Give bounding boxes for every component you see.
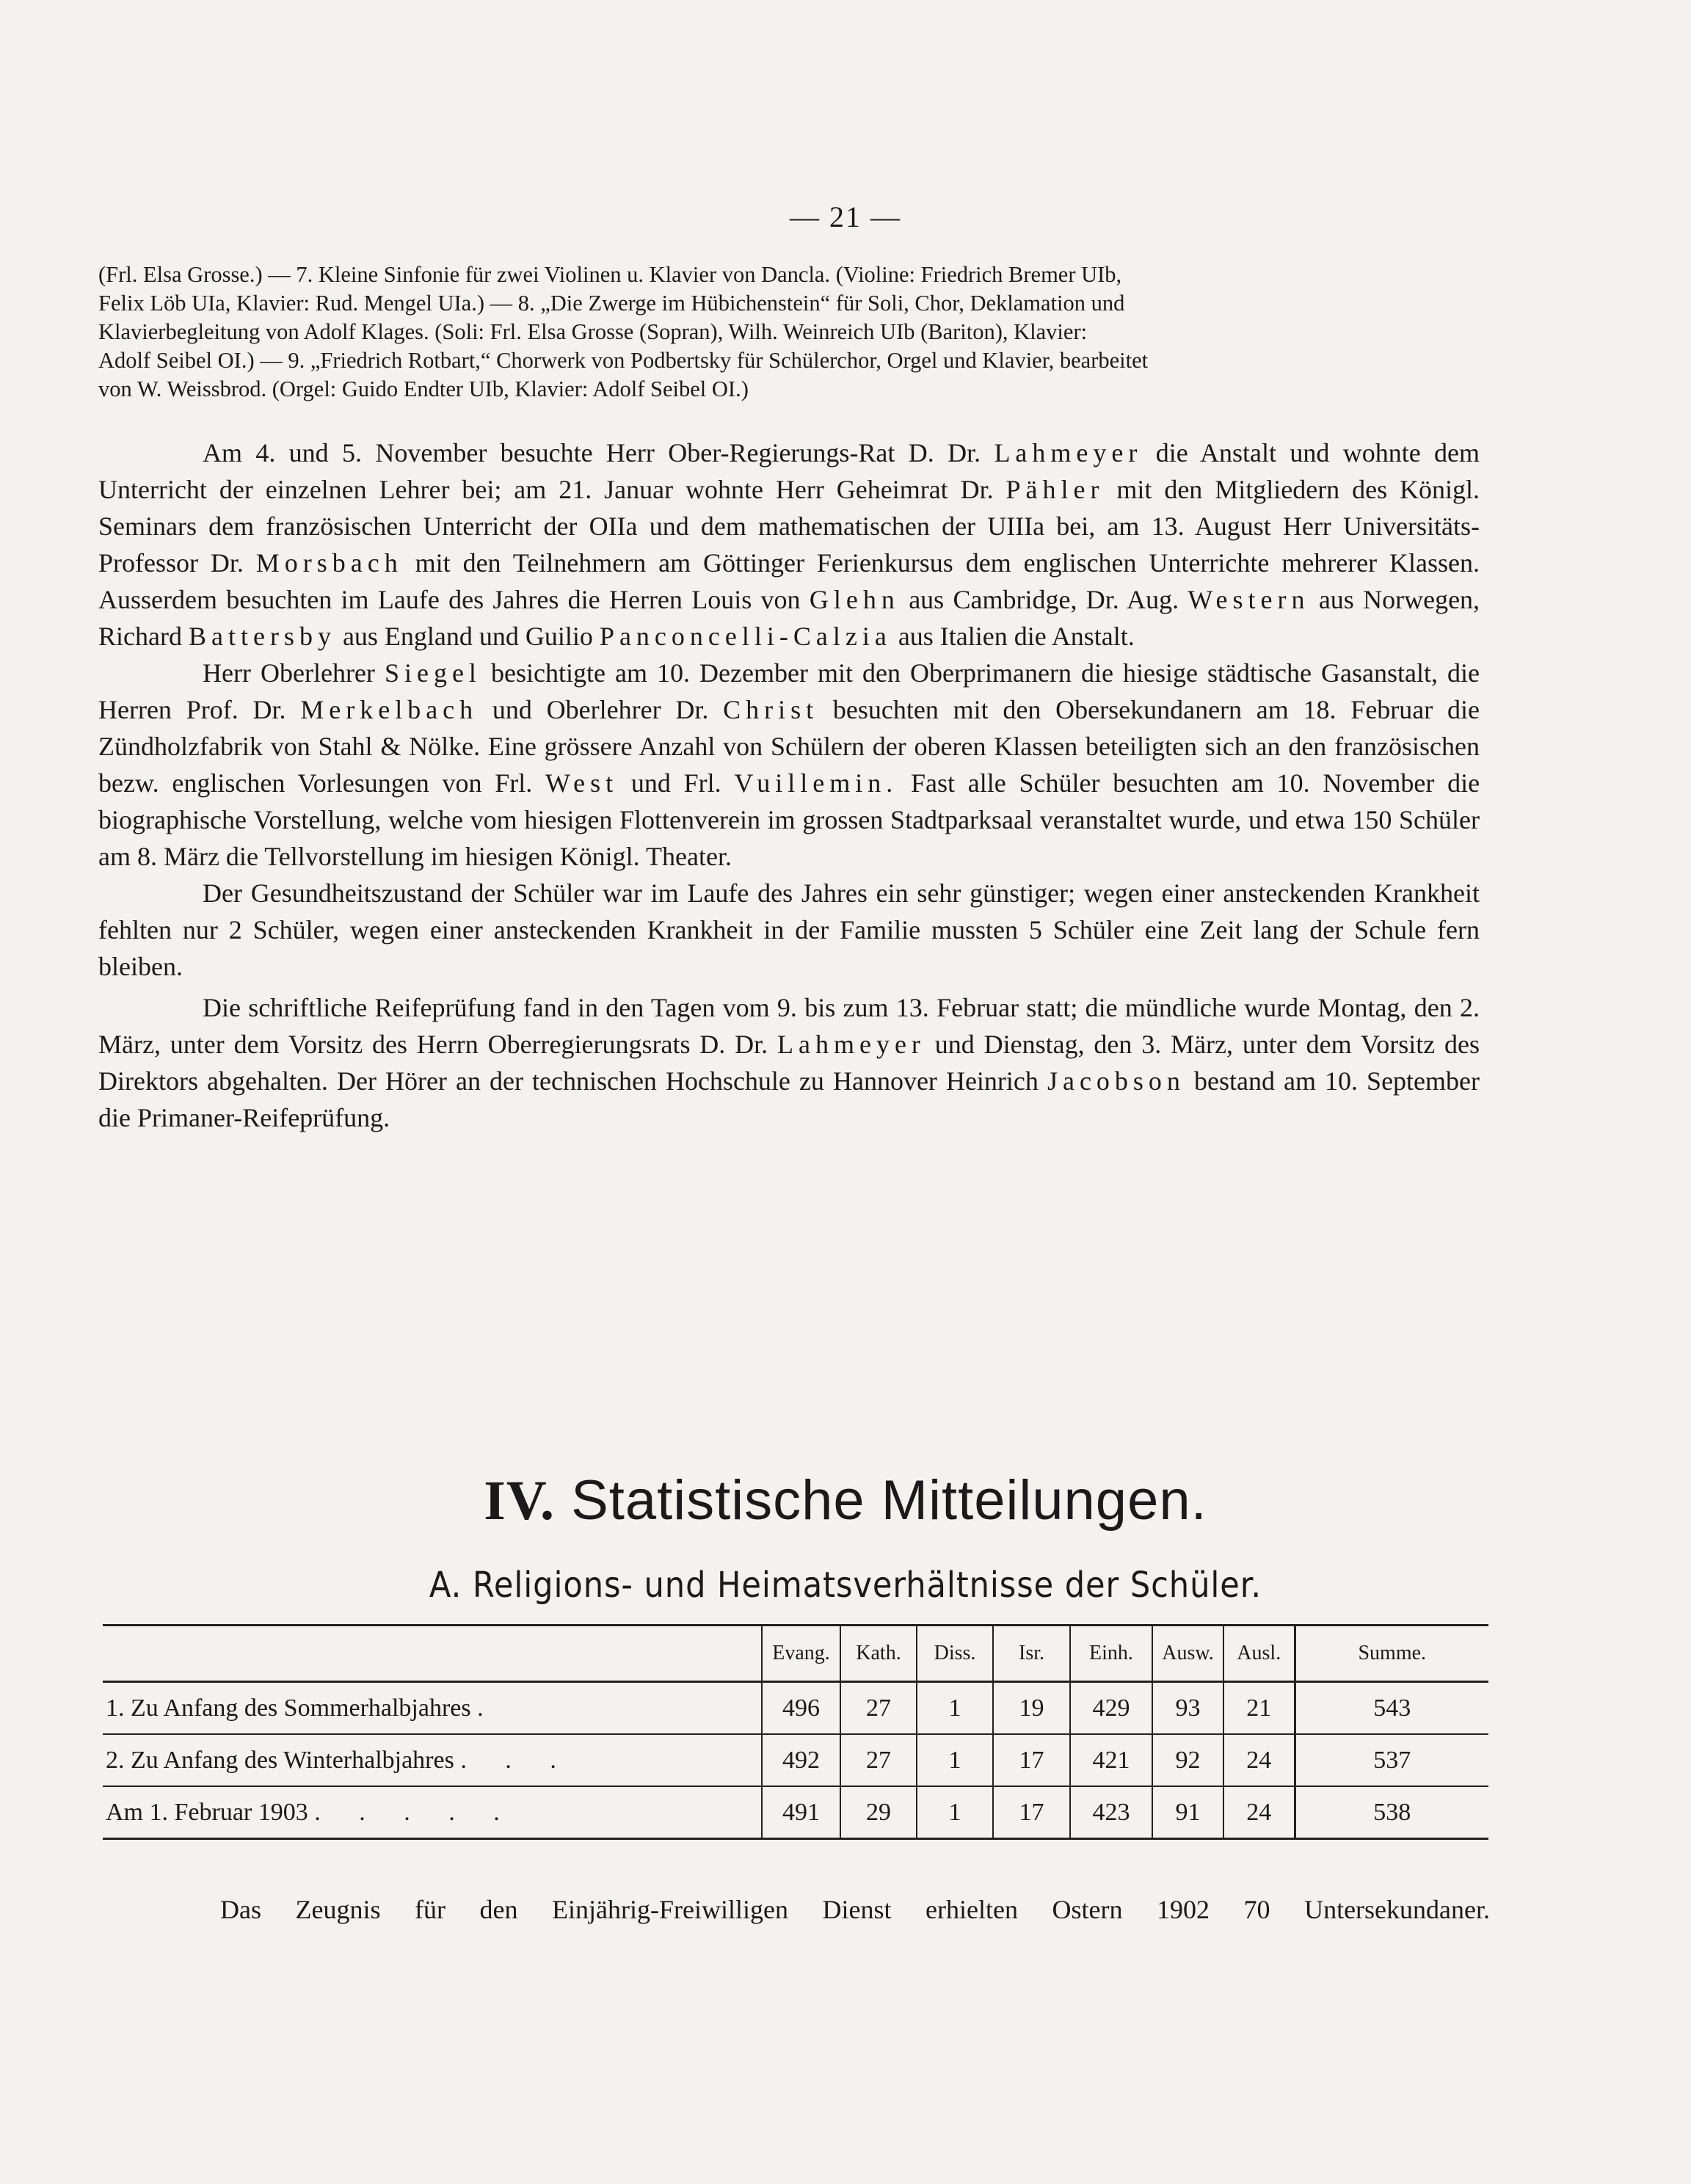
section-title-text: Statistische Mitteilungen.: [571, 1469, 1207, 1532]
spaced-name: Jacobson: [1047, 1066, 1185, 1096]
cell-ausw: 91: [1152, 1786, 1223, 1839]
header-diss: Diss.: [917, 1626, 993, 1682]
visits-paragraph: [98, 434, 1480, 655]
cell-summe: 543: [1295, 1682, 1488, 1735]
table-row: [103, 1734, 1488, 1786]
program-line: (Frl. Elsa Grosse.) — 7. Kleine Sinfonie für zwei Violinen u. Klavier von Dancla. (Violine: Friedrich Bremer UIb,: [98, 262, 1122, 287]
cell-ausw: 92: [1152, 1734, 1223, 1786]
header-ausl: Ausl.: [1223, 1626, 1295, 1682]
row-leader-dots: . . .: [460, 1746, 572, 1774]
excursions-paragraph: [98, 655, 1480, 875]
text-run: und Oberlehrer Dr.: [492, 695, 709, 724]
program-line: von W. Weissbrod. (Orgel: Guido Endter UIb, Klavier: Adolf Seibel OI.): [98, 376, 749, 401]
cell-kath: 27: [840, 1734, 917, 1786]
text-run: besichtigte am 10. Dezember mit den Oberprimanern die hiesige städtische Gasanstalt, die Herren Prof. Dr.: [98, 658, 1480, 724]
text-run: bestand am 10. September die Primaner-Reifeprüfung.: [98, 1066, 1480, 1132]
text-run: mit den Teilnehmern am Göttinger Ferienkursus dem englischen Unterrichte mehrerer Klassen. Ausserdem besuchten im Laufe des Jahres die Herren Louis von: [98, 548, 1480, 614]
cell-diss: 1: [917, 1786, 993, 1839]
cell-diss: 1: [917, 1682, 993, 1735]
text-run: Die schriftliche Reifeprüfung fand in den Tagen vom 9. bis zum 13. Februar statt; die mündliche wurde Montag, den 2. März, unter dem Vorsitz des Herrn Oberregierungsrats D. Dr.: [98, 993, 1480, 1059]
main-text: [98, 434, 1480, 1136]
table-row: [103, 1682, 1488, 1735]
text-run: besuchten mit den Obersekundanern am 18. Februar die Zündholzfabrik von Stahl & Nölke. Eine grössere Anzahl von Schülern der oberen Klassen beteiligten sich an den französischen bezw. englischen Vorlesungen von Frl.: [98, 695, 1480, 798]
cell-isr: 17: [993, 1734, 1070, 1786]
row-leader-dots: .: [477, 1694, 500, 1722]
text-run: aus Norwegen, Richard: [98, 585, 1480, 651]
header-kath: Kath.: [840, 1626, 917, 1682]
spaced-name: Pähler: [1005, 475, 1105, 504]
row-label-text: Am 1. Februar 1903: [106, 1798, 308, 1826]
subsection-title: A. Religions- und Heimatsverhältnisse der Schüler.: [429, 1565, 1262, 1606]
health-paragraph: Der Gesundheitszustand der Schüler war im Laufe des Jahres ein sehr günstiger; wegen einer ansteckenden Krankheit fehlten nur 2 Schüler, wegen einer ansteckenden Krankheit in der Familie mussten 5 Schüler eine Zeit lang der Schule fern bleiben.: [98, 878, 1480, 981]
table-header-row: [103, 1626, 1488, 1682]
header-empty: [103, 1626, 762, 1682]
spaced-name: Siegel: [384, 658, 481, 688]
row-label: [103, 1786, 762, 1839]
program-line: Felix Löb UIa, Klavier: Rud. Mengel UIa.) — 8. „Die Zwerge im Hübichenstein“ für Soli, Chor, Deklamation und: [98, 291, 1125, 316]
cell-ausl: 24: [1223, 1786, 1295, 1839]
table-row: [103, 1786, 1488, 1839]
cell-summe: 537: [1295, 1734, 1488, 1786]
cell-ausl: 24: [1223, 1734, 1295, 1786]
row-label: [103, 1734, 762, 1786]
cell-evang: 491: [762, 1786, 840, 1839]
spaced-name: Vuillemin.: [734, 768, 898, 798]
cell-summe: 538: [1295, 1786, 1488, 1839]
header-isr: Isr.: [993, 1626, 1070, 1682]
spaced-name: Morsbach: [255, 548, 403, 578]
text-run: aus Cambridge, Dr. Aug.: [909, 585, 1179, 614]
program-line: Adolf Seibel OI.) — 9. „Friedrich Rotbart,“ Chorwerk von Podbertsky für Schülerchor, Orgel und Klavier, bearbeitet: [98, 348, 1149, 373]
cell-kath: 27: [840, 1682, 917, 1735]
cell-einh: 429: [1070, 1682, 1152, 1735]
spaced-name: Glehn: [809, 585, 900, 614]
cell-isr: 17: [993, 1786, 1070, 1839]
cell-einh: 421: [1070, 1734, 1152, 1786]
program-line: Klavierbegleitung von Adolf Klages. (Soli: Frl. Elsa Grosse (Sopran), Wilh. Weinreich UIb (Bariton), Klavier:: [98, 319, 1088, 344]
text-run: die Anstalt und wohnte dem Unterricht der einzelnen Lehrer bei; am 21. Januar wohnte Herr Geheimrat Dr.: [98, 438, 1480, 504]
row-label: [103, 1682, 762, 1735]
spaced-name: Lahmeyer: [777, 1030, 925, 1059]
spaced-name: Lahmeyer: [994, 438, 1143, 467]
exam-paragraph: [98, 989, 1480, 1136]
row-label-text: 1. Zu Anfang des Sommerhalbjahres: [106, 1694, 471, 1722]
cell-evang: 492: [762, 1734, 840, 1786]
text-run: Am 4. und 5. November besuchte Herr Ober-Regierungs-Rat D. Dr.: [203, 438, 981, 467]
spaced-name: Christ: [723, 695, 819, 724]
religion-origin-table: [103, 1624, 1488, 1840]
row-label-text: 2. Zu Anfang des Winterhalbjahres: [106, 1746, 454, 1774]
header-ausw: Ausw.: [1152, 1626, 1223, 1682]
text-run: Herr Oberlehrer: [203, 658, 375, 688]
spaced-name: Western: [1188, 585, 1310, 614]
cell-ausl: 21: [1223, 1682, 1295, 1735]
cell-diss: 1: [917, 1734, 993, 1786]
header-einh: Einh.: [1070, 1626, 1152, 1682]
cell-isr: 19: [993, 1682, 1070, 1735]
text-run: aus Italien die Anstalt.: [898, 622, 1135, 651]
text-run: aus England und Guilio: [342, 622, 593, 651]
page-number: — 21 —: [790, 200, 901, 233]
section-roman-numeral: IV.: [484, 1470, 555, 1532]
text-run: mit den Mitgliedern des Königl. Seminars dem französischen Unterricht der OIIa und dem mathematischen der UIIIa bei, am 13. August Herr Universitäts-Professor Dr.: [98, 475, 1480, 578]
cell-evang: 496: [762, 1682, 840, 1735]
header-summe: Summe.: [1295, 1626, 1488, 1682]
cell-einh: 423: [1070, 1786, 1152, 1839]
footer-note: Das Zeugnis für den Einjährig-Freiwilligen Dienst erhielten Ostern 1902 70 Untersekundaner.: [220, 1895, 1490, 1924]
section-title: [0, 1468, 1691, 1534]
concert-program-paragraph: [98, 261, 1480, 404]
cell-kath: 29: [840, 1786, 917, 1839]
spaced-name: Battersby: [188, 622, 336, 651]
text-run: und Frl.: [630, 768, 721, 798]
header-evang: Evang.: [762, 1626, 840, 1682]
text-run: Fast alle Schüler besuchten am 10. November die biographische Vorstellung, welche vom hiesigen Flottenverein im grossen Stadtparksaal veranstaltet wurde, und etwa 150 Schüler am 8. März die Tellvorstellung im hiesigen Königl. Theater.: [98, 768, 1480, 871]
row-leader-dots: . . . . .: [314, 1798, 516, 1826]
cell-ausw: 93: [1152, 1682, 1223, 1735]
spaced-name: West: [545, 768, 619, 798]
spaced-name: Merkelbach: [300, 695, 479, 724]
text-run: und Dienstag, den 3. März, unter dem Vorsitz des Direktors abgehalten. Der Hörer an der technischen Hochschule zu Hannover Heinrich: [98, 1030, 1480, 1096]
spaced-name: Panconcelli-Calzia: [599, 622, 892, 651]
